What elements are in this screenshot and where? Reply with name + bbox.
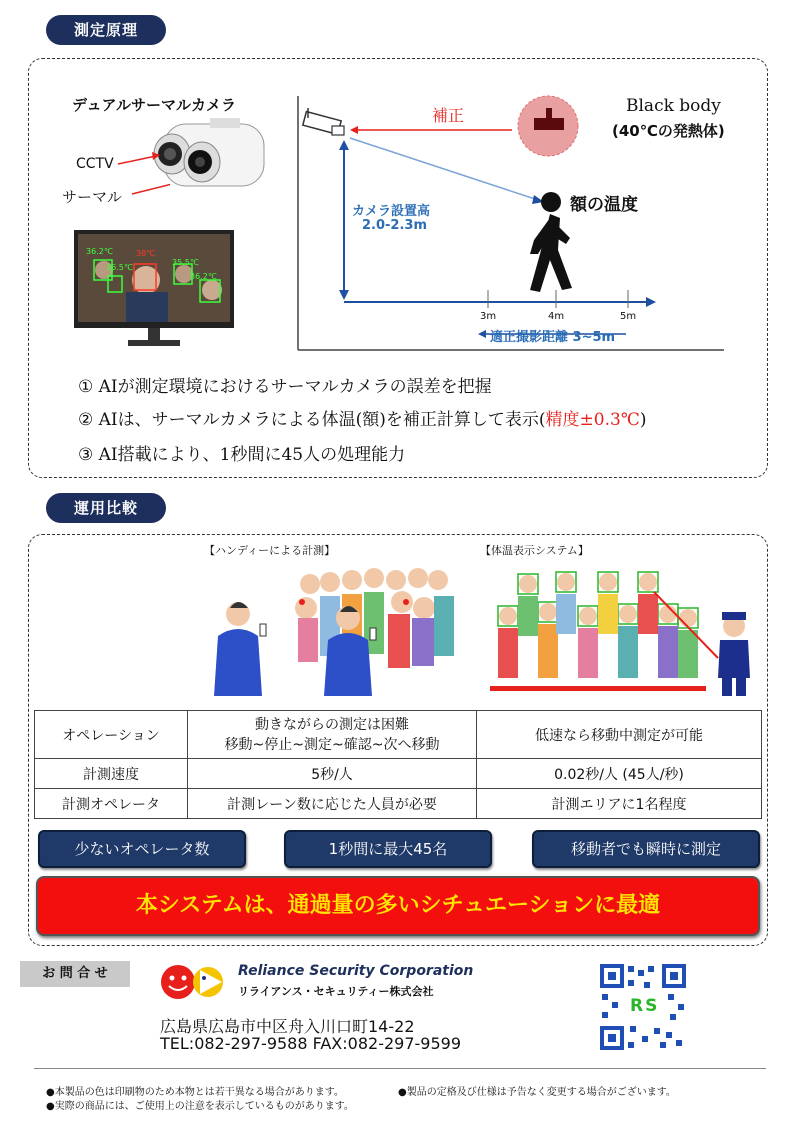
cell-system-operator: 計測エリアに1名程度 bbox=[477, 789, 762, 819]
cell-handy-operator: 計測レーン数に応じた人員が必要 bbox=[188, 789, 477, 819]
row-header-operation: オペレーション bbox=[35, 711, 188, 759]
table-row bbox=[35, 711, 762, 759]
system-measurement-illustration bbox=[488, 556, 762, 702]
point-2-close: ) bbox=[639, 410, 647, 430]
handy-measurement-illustration bbox=[210, 556, 460, 702]
tick-5m: 5m bbox=[620, 311, 637, 322]
point-1: ① AIが測定環境におけるサーマルカメラの誤差を把握 bbox=[78, 377, 492, 397]
qr-letters: RS bbox=[630, 996, 660, 1016]
note-specs: ●製品の定格及び仕様は予告なく変更する場合がございます。 bbox=[398, 1087, 676, 1098]
company-name-jp: リライアンス・セキュリティー株式会社 bbox=[238, 985, 434, 998]
cell-system-speed: 0.02秒/人 (45人/秒) bbox=[477, 759, 762, 789]
black-body-label: Black body bbox=[626, 96, 721, 116]
company-name-en: Reliance Security Corporation bbox=[238, 963, 474, 979]
address: 広島県広島市中区舟入川口町14-22 bbox=[160, 1017, 415, 1036]
footer-divider bbox=[34, 1068, 766, 1069]
comparison-table bbox=[34, 710, 762, 819]
feature-max-45-per-second: 1秒間に最大45名 bbox=[284, 830, 492, 868]
point-2-accuracy: 精度±0.3℃ bbox=[545, 410, 640, 430]
point-2-text: ② AIは、サーマルカメラによる体温(額)を補正計算して表示( bbox=[78, 410, 546, 430]
point-3: ③ AI搭載により、1秒間に45人の処理能力 bbox=[78, 445, 406, 465]
table-row bbox=[35, 759, 762, 789]
forehead-temp-label: 額の温度 bbox=[570, 195, 638, 215]
system-caption: 【体温表示システム】 bbox=[480, 544, 589, 557]
distance-label: 適正撮影距離 3~5m bbox=[490, 330, 616, 345]
black-body-desc: (40℃の発熱体) bbox=[612, 122, 725, 140]
correction-label: 補正 bbox=[432, 106, 465, 125]
cell-system-operation: 低速なら移動中測定が可能 bbox=[477, 711, 762, 759]
point-2 bbox=[78, 405, 646, 430]
row-header-operator: 計測オペレータ bbox=[35, 789, 188, 819]
note-caution: ●実際の商品には、ご使用上の注意を表示しているものがあります。 bbox=[46, 1101, 354, 1112]
feature-instant-measurement: 移動者でも瞬時に測定 bbox=[532, 830, 760, 868]
camera-height-label: カメラ設置高 bbox=[352, 204, 431, 219]
section-title-comparison: 運用比較 bbox=[46, 493, 166, 523]
section-title-principle: 測定原理 bbox=[46, 15, 166, 45]
note-color: ●本製品の色は印刷物のため本物とは若干異なる場合があります。 bbox=[46, 1087, 344, 1098]
monitor-temp-4: 35.5℃ bbox=[172, 258, 199, 267]
optimal-situation-banner: 本システムは、通過量の多いシチュエーションに最適 bbox=[36, 876, 760, 936]
monitor-temp-2: 36.5℃ bbox=[106, 263, 133, 272]
monitor-temp-1: 36.2℃ bbox=[86, 247, 113, 256]
handy-caption: 【ハンディーによる計測】 bbox=[204, 544, 336, 557]
monitor-temp-5: 36.2℃ bbox=[190, 272, 217, 281]
cell-handy-operation-line1: 動きながらの測定は困難 bbox=[255, 716, 409, 733]
monitor-temp-3: 38℃ bbox=[136, 249, 156, 258]
company-logo-icon bbox=[160, 962, 230, 1002]
tick-3m: 3m bbox=[480, 311, 497, 322]
label-cctv: CCTV bbox=[76, 156, 114, 172]
contact-label: お 問 合 せ bbox=[20, 961, 130, 987]
cell-handy-operation bbox=[188, 711, 477, 759]
row-header-speed: 計測速度 bbox=[35, 759, 188, 789]
feature-fewer-operators: 少ないオペレータ数 bbox=[38, 830, 246, 868]
pointer-arrows bbox=[110, 150, 170, 200]
table-row bbox=[35, 789, 762, 819]
cell-handy-operation-line2: 移動~停止~測定~確認~次へ移動 bbox=[224, 736, 440, 753]
cell-handy-speed: 5秒/人 bbox=[188, 759, 477, 789]
label-thermal: サーマル bbox=[62, 188, 123, 206]
camera-title: デュアルサーマルカメラ bbox=[72, 96, 236, 114]
tel-fax: TEL:082-297-9588 FAX:082-297-9599 bbox=[160, 1034, 461, 1053]
tick-4m: 4m bbox=[548, 311, 565, 322]
camera-height-value: 2.0-2.3m bbox=[362, 218, 427, 233]
